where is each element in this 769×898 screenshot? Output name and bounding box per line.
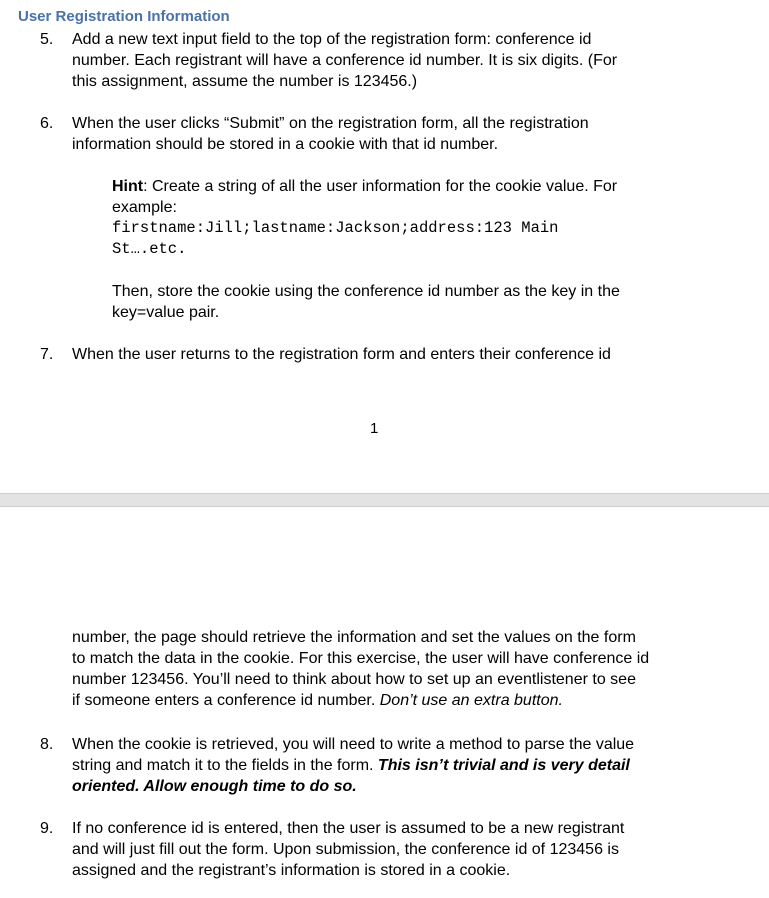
item-text-line: assigned and the registrant’s information is stored in a cookie. [72, 862, 511, 879]
item-text-line: When the user returns to the registration form and enters their conference id [72, 346, 611, 363]
page-break [0, 493, 769, 507]
list-item-7-continued [72, 627, 752, 711]
list-item-7 [40, 344, 752, 365]
item-text: if someone enters a conference id number. [72, 692, 380, 709]
list-item-9 [40, 818, 752, 881]
hint-label: Hint [112, 178, 144, 195]
item-number: 5. [40, 31, 54, 48]
list-item-5 [40, 29, 752, 92]
item-text-line: number 123456. You’ll need to think about how to set up an eventlistener to see [72, 671, 636, 688]
item-text-line: number. Each registrant will have a conference id number. It is six digits. (For [72, 52, 618, 69]
document-page-2 [0, 507, 769, 898]
page-number: 1 [370, 420, 379, 437]
italic-note: Don’t use an extra button. [379, 692, 563, 709]
item-text-line: to match the data in the cookie. For this exercise, the user will have conference id [72, 650, 650, 667]
code-example: St….etc. [112, 240, 187, 258]
item-text-line: number, the page should retrieve the information and set the values on the form [72, 629, 636, 646]
list-item-6 [40, 113, 752, 155]
hint-text: : Create a string of all the user information for the cookie value. For [143, 178, 618, 195]
section-heading: User Registration Information [18, 8, 230, 25]
item-text-line: If no conference id is entered, then the user is assumed to be a new registrant [72, 820, 625, 837]
spacer [112, 260, 722, 281]
item-text-line [72, 690, 752, 711]
item-text-line: this assignment, assume the number is 123456.) [72, 73, 418, 90]
emphasis-text: oriented. Allow enough time to do so. [72, 778, 357, 795]
item-number: 6. [40, 115, 54, 132]
list-item-8 [40, 734, 752, 797]
emphasis-text: This isn’t trivial and is very detail [377, 757, 630, 774]
item-text-line: Add a new text input field to the top of the registration form: conference id [72, 31, 592, 48]
hint-text: example: [112, 199, 177, 216]
hint-block [112, 176, 722, 323]
item-text-line: and will just fill out the form. Upon submission, the conference id of 123456 is [72, 841, 619, 858]
hint-line [112, 176, 722, 197]
item-text: string and match it to the fields in the form. [72, 757, 378, 774]
hint-text: key=value pair. [112, 304, 220, 321]
item-text-line: When the user clicks “Submit” on the registration form, all the registration [72, 115, 589, 132]
hint-text: Then, store the cookie using the conference id number as the key in the [112, 283, 620, 300]
item-text-line [72, 755, 752, 776]
item-number: 9. [40, 820, 54, 837]
item-number: 8. [40, 736, 54, 753]
code-example: firstname:Jill;lastname:Jackson;address:123 Main [112, 219, 559, 237]
item-text-line: information should be stored in a cookie with that id number. [72, 136, 499, 153]
item-text-line: When the cookie is retrieved, you will need to write a method to parse the value [72, 736, 635, 753]
item-number: 7. [40, 346, 54, 363]
